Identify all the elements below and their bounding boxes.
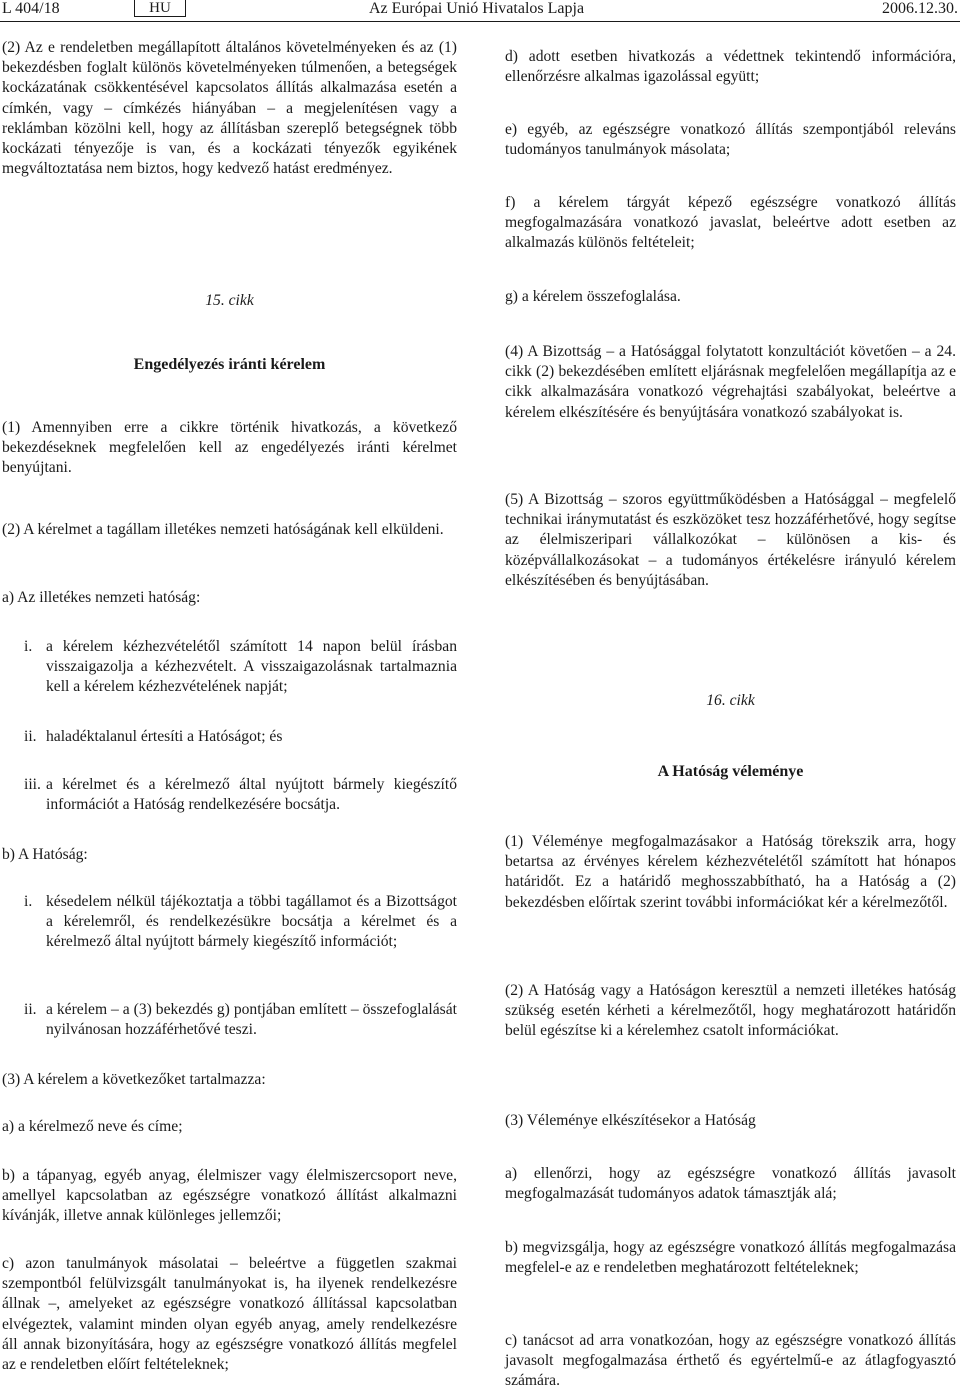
header-divider	[0, 21, 960, 22]
page-header	[0, 0, 960, 22]
page-reference: L 404/18	[2, 0, 60, 17]
paragraph-3-point-a: a) a kérelmező neve és címe;	[2, 1118, 183, 1135]
article-16-paragraph-1: (1) Véleménye megfogalmazásakor a Hatóság törekszik arra, hogy betartsa az érvényes kérelem kézhezvételétől számított hat hónapos határidőt. Ez a határidő meghosszabbítható, ha a Hatóság a (2) bekezdésben előírtak szerint további információkat kér a kérelmezőtől.	[505, 833, 956, 911]
item-text: késedelem nélkül tájékoztatja a többi tagállamot és a Bizottságot a kérelemről, és rendelkezésükre bocsátja a kérelmet és a kérelmező által nyújtott bármely kiegészítő információt;	[46, 893, 457, 951]
article-15-paragraph-4: (4) A Bizottság – a Hatósággal folytatott konzultációt követően – a 24. cikk (2) bekezdésében említett eljárásnak megfelelően megállapítja az e cikk alkalmazására vonatkozó végrehajtási szabályokat, beleértve a kérelem elkészítésére és benyújtására vonatkozó szabályokat is.	[505, 343, 956, 421]
paragraph-2-risk-reduction: (2) Az e rendeletben megállapított általános követelményeken és az (1) bekezdésben foglalt különös követelményeken túlmenően, a betegségek kockázatának csökkentésével kapcsolatos állítás alkalmazása esetén a címkén, vagy – címkézés hiányában – a megjelenítésen vagy a reklámban közölni kell, hogy az állításban szereplő betegségnek több kockázati tényezője is van, és a kockázati tényezők egyikének megváltoztatása nem biztos, hogy kedvező hatást eredményez.	[2, 39, 457, 178]
article-16-paragraph-2: (2) A Hatóság vagy a Hatóságon keresztül a nemzeti illetékes hatóság szükség esetén kérheti a kérelmezőtől, hogy meghatározott határidőn belül egészítse ki a kérelemhez csatolt információkat.	[505, 982, 956, 1040]
journal-title: Az Európai Unió Hivatalos Lapja	[369, 0, 585, 17]
article-16-title: A Hatóság véleménye	[657, 763, 804, 780]
item-label: ii.	[24, 1001, 37, 1018]
paragraph-3-point-c: c) azon tanulmányok másolatai – beleértve a független szakmai szempontból felülvizsgált tanulmányokat is, ha ilyenek rendelkezésre állnak –, amelyeket az egészségre vonatkozó állítással kapcsolatban elvégeztek, valamint minden olyan egyéb anyag, amely rendelkezésre áll annak bizonyítására, hogy az egészségre vonatkozó állítás megfelel az e rendeletben előírt feltételeknek;	[2, 1255, 457, 1374]
article-16-number: 16. cikk	[706, 692, 755, 709]
item-label: i.	[24, 638, 33, 655]
item-text: haladéktalanul értesíti a Hatóságot; és	[46, 728, 283, 745]
article-15-paragraph-1: (1) Amennyiben erre a cikkre történik hivatkozás, a következő bekezdéseknek megfelelően kell az engedélyezés iránti kérelmet benyújtani.	[2, 419, 457, 477]
item-text: a kérelem kézhezvételétől számított 14 napon belül írásban visszaigazolja a kézhezvételt. A visszaigazolásnak tartalmaznia kell a kérelem kézhezvételének napját;	[46, 638, 457, 696]
paragraph-3-point-b: b) a tápanyag, egyéb anyag, élelmiszer vagy élelmiszercsoport neve, amellyel kapcsolatban az egészségre vonatkozó állítást alkalmazni kívánják, illetve annak különleges jellemzői;	[2, 1167, 457, 1225]
item-label: iii.	[24, 776, 41, 793]
language-badge: HU	[134, 0, 186, 17]
paragraph-2-point-a: a) Az illetékes nemzeti hatóság:	[2, 589, 201, 606]
paragraph-3-point-c-advise: c) tanácsot ad arra vonatkozóan, hogy az egészségre vonatkozó állítás javasolt megfogalmazása érthető és egyértelmű-e az átlagfogyasztó számára.	[505, 1332, 956, 1390]
article-15-paragraph-5: (5) A Bizottság – szoros együttműködésben a Hatósággal – megfelelő technikai iránymutatást és eszközöket tesz hozzáférhetővé, hogy segítse az élelmiszeripari vállalkozókat – különösen a kis- és középvállalkozásokat – a tudományos értékelésre irányuló kérelem elkészítésében és benyújtásában.	[505, 491, 956, 589]
paragraph-3-point-d: d) adott esetben hivatkozás a védettnek tekintendő információra, ellenőrzésre alkalmas igazolással együtt;	[505, 48, 956, 86]
article-15-paragraph-3: (3) A kérelem a következőket tartalmazza:	[2, 1071, 266, 1088]
paragraph-2-point-b: b) A Hatóság:	[2, 846, 88, 863]
item-label: ii.	[24, 728, 37, 745]
article-15-number: 15. cikk	[205, 292, 254, 309]
article-15-title: Engedélyezés iránti kérelem	[133, 356, 326, 373]
item-label: i.	[24, 893, 33, 910]
article-15-paragraph-2: (2) A kérelmet a tagállam illetékes nemzeti hatóságának kell elküldeni.	[2, 521, 444, 538]
issue-date: 2006.12.30.	[882, 0, 958, 17]
paragraph-3-point-a-verify: a) ellenőrzi, hogy az egészségre vonatkozó állítás javasolt megfogalmazását tudományos adatok támasztják alá;	[505, 1165, 956, 1203]
item-text: a kérelmet és a kérelmező által nyújtott bármely kiegészítő információt a Hatóság rendelkezésére bocsátja.	[46, 776, 457, 814]
paragraph-3-point-e: e) egyéb, az egészségre vonatkozó állítás szempontjából releváns tudományos tanulmányok másolata;	[505, 121, 956, 159]
article-16-paragraph-3: (3) Véleménye elkészítésekor a Hatóság	[505, 1112, 756, 1129]
paragraph-3-point-b-examine: b) megvizsgálja, hogy az egészségre vonatkozó állítás megfogalmazása megfelel-e az e rendeletben meghatározott feltételeknek;	[505, 1239, 956, 1277]
paragraph-3-point-f: f) a kérelem tárgyát képező egészségre vonatkozó állítás megfogalmazására vonatkozó javaslat, beleértve adott esetben az alkalmazás különös feltételeit;	[505, 194, 956, 252]
item-text: a kérelem – a (3) bekezdés g) pontjában említett – összefoglalását nyilvánosan hozzáférhetővé teszi.	[46, 1001, 457, 1039]
paragraph-3-point-g: g) a kérelem összefoglalása.	[505, 288, 681, 305]
